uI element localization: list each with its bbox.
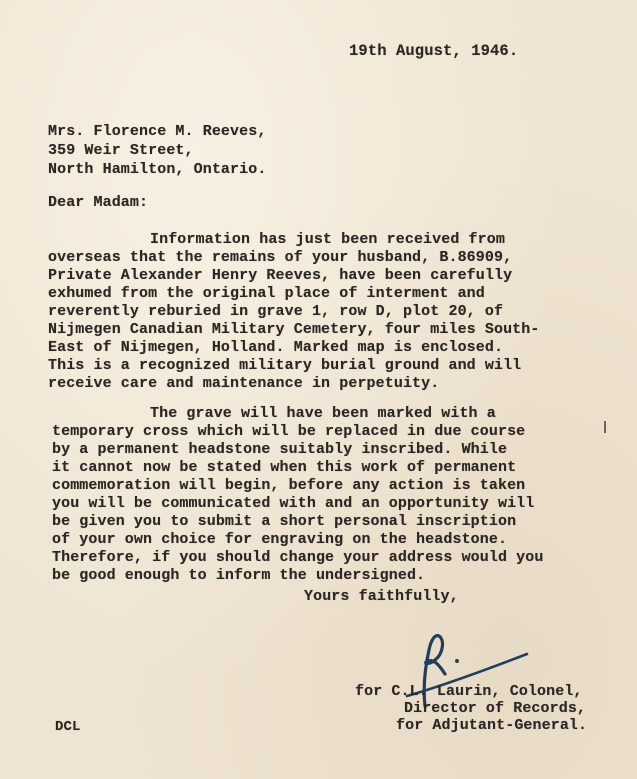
- paragraph-2-line: be good enough to inform the undersigned.: [52, 567, 426, 584]
- signature-line-1: for C.L. Laurin, Colonel,: [355, 683, 583, 700]
- paragraph-2-line: by a permanent headstone suitably inscribed. While: [52, 441, 508, 458]
- letter-date: 19th August, 1946.: [349, 42, 519, 60]
- paragraph-2-line: it cannot now be stated when this work of permanent: [52, 459, 517, 476]
- paragraph-2-line: temporary cross which will be replaced in due course: [52, 423, 526, 440]
- paragraph-1-line: Private Alexander Henry Reeves, have been carefully: [48, 267, 513, 284]
- reference-initials: DCL: [55, 719, 81, 735]
- signature-line-2: Director of Records,: [404, 700, 587, 717]
- paragraph-1-line: receive care and maintenance in perpetuity.: [48, 375, 440, 392]
- paragraph-1-line: exhumed from the original place of interment and: [48, 285, 485, 302]
- salutation: Dear Madam:: [48, 194, 149, 211]
- paragraph-1-line: overseas that the remains of your husband, B.86909,: [48, 249, 513, 266]
- closing: Yours faithfully,: [304, 588, 459, 605]
- paragraph-2-line: of your own choice for engraving on the headstone.: [52, 531, 508, 548]
- recipient-city: North Hamilton, Ontario.: [48, 161, 267, 178]
- paragraph-2-line: be given you to submit a short personal inscription: [52, 513, 517, 530]
- recipient-street: 359 Weir Street,: [48, 142, 194, 159]
- signature-line-3: for Adjutant-General.: [396, 717, 588, 734]
- paragraph-2-line: you will be communicated with and an opportunity will: [52, 495, 535, 512]
- recipient-name: Mrs. Florence M. Reeves,: [48, 123, 267, 140]
- paragraph-2-line: commemoration will begin, before any action is taken: [52, 477, 526, 494]
- paragraph-1-line: reverently reburied in grave 1, row D, plot 20, of: [48, 303, 504, 320]
- paragraph-2-line: Therefore, if you should change your address would you: [52, 549, 544, 566]
- paragraph-2-line: The grave will have been marked with a: [150, 405, 496, 422]
- margin-pencil-mark: [604, 421, 606, 433]
- paragraph-1-line: This is a recognized military burial ground and will: [48, 357, 522, 374]
- paragraph-1-line: East of Nijmegen, Holland. Marked map is enclosed.: [48, 339, 504, 356]
- paragraph-1-line: Information has just been received from: [150, 231, 505, 248]
- paragraph-1-line: Nijmegen Canadian Military Cemetery, four miles South-: [48, 321, 540, 338]
